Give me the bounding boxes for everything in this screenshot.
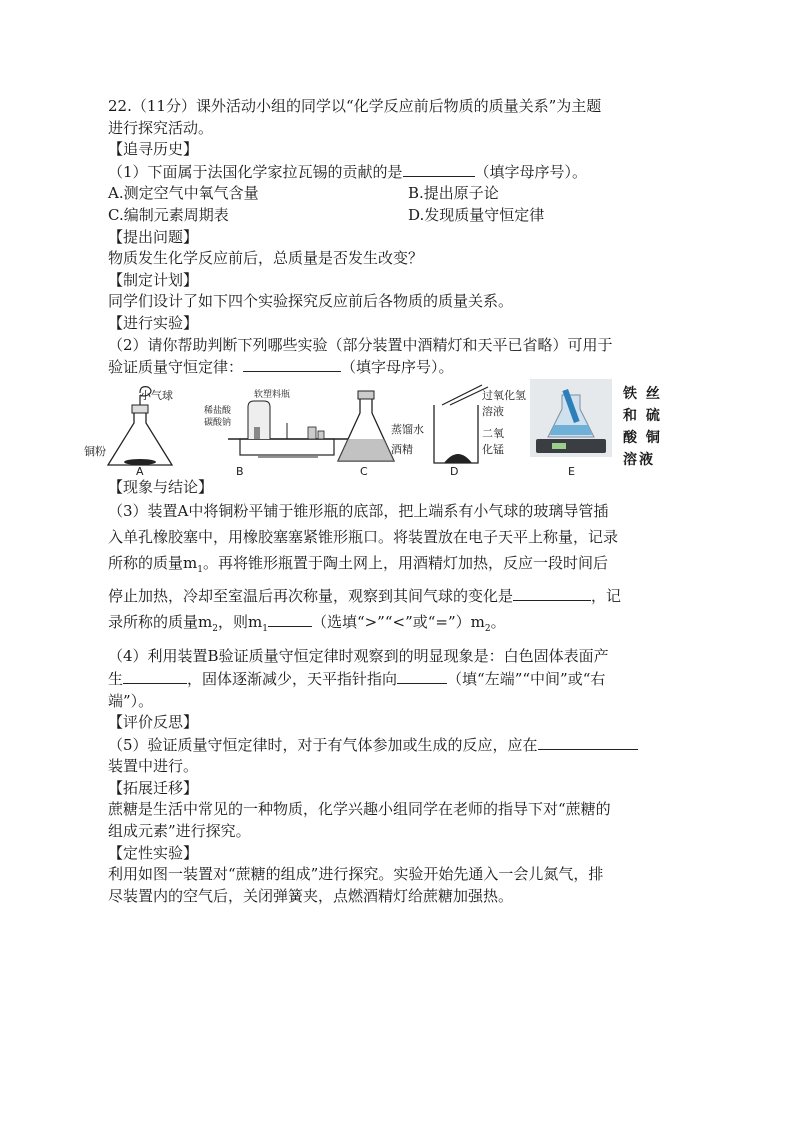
e-caption-line1: 铁 丝 xyxy=(623,385,662,402)
options-row-1 xyxy=(108,183,678,205)
label-mno2-line1: 二氧 xyxy=(482,426,504,440)
extension-line-1: 蔗糖是生活中常见的一种物质，化学兴趣小组同学在老师的指导下对“蔗糖的 xyxy=(108,800,611,819)
label-e: E xyxy=(568,464,575,478)
q3-text-5c: （选填“>”“<”或“=”）m xyxy=(311,613,485,632)
extension-line-2: 组成元素”进行探究。 xyxy=(108,822,251,841)
q3-line-2: 入单孔橡胶塞中，用橡胶塞塞紧锥形瓶口。将装置放在电子天平上称量，记录 xyxy=(108,528,619,547)
e-caption-line2: 和 硫 xyxy=(623,407,662,424)
q2-line: （2）请你帮助判断下列哪些实验（部分装置中酒精灯和天平已省略）可用于 xyxy=(108,335,613,354)
label-solution: 溶液 xyxy=(482,404,504,418)
section-plan: 【制定计划】 xyxy=(108,270,199,289)
label-alcohol: 酒精 xyxy=(391,442,413,456)
q3-text-5d: 。 xyxy=(490,613,506,632)
problem-text: 物质发生化学反应前后，总质量是否发生改变？ xyxy=(108,249,424,268)
question-header-cont: 进行探究活动。 xyxy=(108,118,214,137)
question-22 xyxy=(84,96,678,907)
q4-text-d: （填“左端”“中间”或“右 xyxy=(447,669,606,688)
q2-line-2 xyxy=(108,356,678,379)
q1-line xyxy=(108,161,678,184)
q3-compare-blank[interactable] xyxy=(268,611,312,627)
section-qualitative: 【定性实验】 xyxy=(108,843,199,862)
label-hydrogen-peroxide: 过氧化氢 xyxy=(482,388,526,402)
plan-text: 同学们设计了如下四个实验探究反应前后各物质的质量关系。 xyxy=(108,292,514,311)
label-copper-powder: 铜粉 xyxy=(84,444,106,458)
q4-text-b: 生 xyxy=(108,669,124,688)
q3-paragraph xyxy=(108,498,678,642)
q3-line-3 xyxy=(108,550,678,583)
q3-text-5a: 录所称的质量m xyxy=(108,613,213,632)
option-d: D.发现质量守恒定律 xyxy=(408,205,545,224)
q4-line-3: 端”）。 xyxy=(108,691,154,710)
q3-text-4a: 停止加热，冷却至室温后再次称量，观察到其间气球的变化是 xyxy=(108,587,514,606)
label-d: D xyxy=(450,464,459,478)
q3-line-5 xyxy=(108,609,678,642)
q3-text-3a: 所称的质量m xyxy=(108,554,198,573)
section-history: 【追寻历史】 xyxy=(108,140,199,159)
q3-text-5b: ，则m xyxy=(217,613,263,632)
q3-balloon-blank[interactable] xyxy=(513,585,591,601)
e-caption-line4: 溶液 xyxy=(623,451,655,468)
q5-line-1 xyxy=(108,734,678,757)
section-problem: 【提出问题】 xyxy=(108,227,199,246)
q3-sub-4: 2 xyxy=(484,624,491,635)
question-header: 22.（11分）课外活动小组的同学以“化学反应前后物质的质量关系”为主题 xyxy=(108,97,602,115)
section-phenomena: 【现象与结论】 xyxy=(108,477,214,496)
label-dilute-hcl: 稀盐酸 xyxy=(204,405,232,416)
q3-sub-1: 1 xyxy=(197,565,203,576)
option-c: C.编制元素周期表 xyxy=(108,205,229,224)
apparatus-e-photo xyxy=(530,379,612,457)
label-b: B xyxy=(236,464,244,478)
q4-phenomenon-blank[interactable] xyxy=(123,668,187,684)
label-a: A xyxy=(136,464,144,478)
section-reflection: 【评价反思】 xyxy=(108,713,199,732)
q1-tail: （填字母序号）。 xyxy=(474,162,588,181)
section-extension: 【拓展迁移】 xyxy=(108,778,199,797)
experiment-line-1: 利用如图一装置对“蔗糖的组成”进行探究。实验开始先通入一会儿氮气，排 xyxy=(108,865,604,884)
q4-text-c: ，固体逐渐减少，天平指针指向 xyxy=(187,669,398,688)
option-a: A.测定空气中氧气含量 xyxy=(108,184,259,203)
q2-tail: （填字母序号）。 xyxy=(341,358,454,377)
experiment-line-2: 尽装置内的空气后，关闭弹簧夹，点燃酒精灯给蔗糖加强热。 xyxy=(108,886,514,905)
q4-line-1: （4）利用装置B验证质量守恒定律时观察到的明显现象是：白色固体表面产 xyxy=(108,647,609,666)
e-caption-line3: 酸 铜 xyxy=(623,429,662,446)
label-soft-plastic-bottle: 软塑料瓶 xyxy=(254,389,291,400)
q5-answer-blank[interactable] xyxy=(538,734,638,750)
option-b: B.提出原子论 xyxy=(408,184,499,203)
q4-pointer-blank[interactable] xyxy=(397,668,447,684)
q3-sub-3: 1 xyxy=(262,624,268,635)
label-mno2-line2: 化锰 xyxy=(482,442,504,456)
q4-line-2 xyxy=(108,668,678,691)
label-c: C xyxy=(360,464,368,478)
section-experiment: 【进行实验】 xyxy=(108,313,199,332)
q2-text: 验证质量守恒定律： xyxy=(108,358,244,377)
q3-text-4b: ，记 xyxy=(591,587,622,606)
q3-text-3b: 。再将锥形瓶置于陶土网上，用酒精灯加热，反应一段时间后 xyxy=(202,554,608,573)
q5-text-a: （5）验证质量守恒定律时，对于有气体参加或生成的反应，应在 xyxy=(108,735,538,754)
q2-answer-blank[interactable] xyxy=(243,356,341,372)
q3-line-4 xyxy=(108,583,678,609)
label-sodium-carbonate: 碳酸钠 xyxy=(204,417,232,428)
apparatus-figures xyxy=(84,383,678,478)
options-row-2 xyxy=(108,205,678,227)
q1-answer-blank[interactable] xyxy=(403,161,475,177)
q3-line-1: （3）装置A中将铜粉平铺于锥形瓶的底部，把上端系有小气球的玻璃导管插 xyxy=(108,502,609,521)
q1-text: （1）下面属于法国化学家拉瓦锡的贡献的是 xyxy=(108,162,403,181)
label-distilled-water: 蒸馏水 xyxy=(391,422,424,436)
label-balloon: 小气球 xyxy=(140,388,173,402)
q3-sub-2: 2 xyxy=(212,624,218,635)
q5-line-2: 装置中进行。 xyxy=(108,757,199,776)
